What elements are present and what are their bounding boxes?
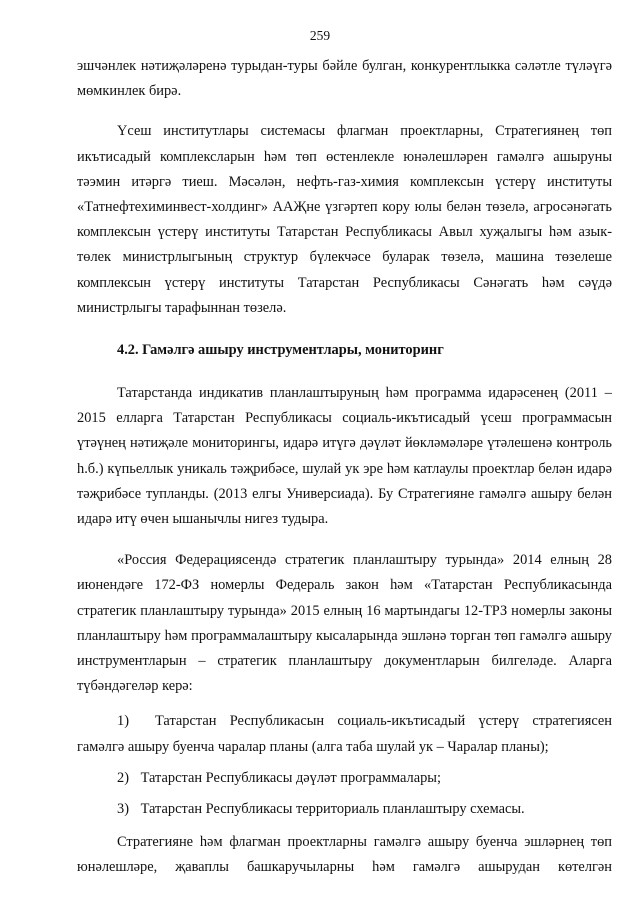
spacer xyxy=(77,104,612,119)
paragraph-continuation: эшчәнлек нәтиҗәләренә турыдан-туры бәйле булган, конкурентлыкка сәләтле түләүгә мөмкинлек бирә. xyxy=(77,58,612,100)
spacer xyxy=(77,699,612,709)
paragraph-federal-law: «Россия Федерациясендә стратегик планлаштыру турында» 2014 елның 28 июнендәге 172-ФЗ номерлы Федераль закон һәм «Татарстан Республикасында стратегик планлаштыру турында» 2015 елның 16 мартындагы 12-ТРЗ номерлы законы планлаштыру һәм программалаштыру кысаларында эшләнә торган төп гамәлгә ашыру инструментларын – стратегик планлаштыру документларын билгеләде. Аларга түбәндәгеләр керә: xyxy=(77,552,612,695)
list-text: Татарстан Республикасы дәүләт программалары; xyxy=(140,769,441,786)
paragraph-indicative-planning: Татарстанда индикатив планлаштыруның һәм программа идарәсенең (2011 – 2015 елларга Татарстан Республикасы социаль-икътисадый үсеш программасын үтәүнең нәтиҗәле мониторингы, идарә итүгә дәүләт йөкләмәләре үтәлешенә контроль h.б.) күпьеллык уникаль тәҗрибәсе, шулай ук эре һәм катлаулы проектлар белән идарә тәҗрибәсе тупланды. (2013 елгы Универсиада). Бу Стратегияне гамәлгә ашыру белән идарә итү өчен ышанычлы нигез тудыра. xyxy=(77,385,612,528)
page-number: 259 xyxy=(309,28,331,43)
list-item xyxy=(77,797,612,822)
spacer xyxy=(77,822,612,830)
document-body xyxy=(77,54,612,881)
list-text: Татарстан Республикасын социаль-икътисадый үстерү стратегиясен гамәлгә ашыру буенча чаралар планы (алга таба шулай ук – Чаралар планы); xyxy=(77,713,612,755)
list-number: 2) xyxy=(117,769,129,786)
list-number: 1) xyxy=(117,713,129,730)
paragraph-strategy-implementation: Стратегияне һәм флагман проектларны гамәлгә ашыру буенча эшләрнең төп юнәлешләре, җаваплы башкаручыларны һәм гамәлгә ашырудан көтелгән xyxy=(77,834,612,876)
list-number: 3) xyxy=(117,801,129,818)
section-heading: 4.2. Гамәлгә ашыру инструментлары, мониторинг xyxy=(117,342,444,359)
spacer xyxy=(77,532,612,548)
list-item xyxy=(77,709,612,759)
list-item xyxy=(77,766,612,791)
paragraph-development-institutes: Үсеш институтлары системасы флагман проектларны, Стратегиянең төп икътисадый комплексларын һәм төп өстенлекле юнәлешләрен гамәлгә ашыруны тәэмин итәргә тиеш. Мәсәлән, нефть-газ-химия комплексын үстерү институты «Татнефтехиминвест-холдинг» ААҖне үзгәртеп кору юлы белән төзелә, агросәнәгать комплексын үстерү институты Татарстан Республикасы Авыл хуҗалыгы һәм азык-төлек министрлыгының структур бүлекчәсе буларак төзелә, машина төзелеше комплексын үстерү институты Татарстан Республикасы Сәнәгать һәм сәүдә министрлыгы тарафыннан төзелә. xyxy=(77,123,612,316)
list-text: Татарстан Республикасы территориаль планлаштыру схемасы. xyxy=(140,801,525,818)
